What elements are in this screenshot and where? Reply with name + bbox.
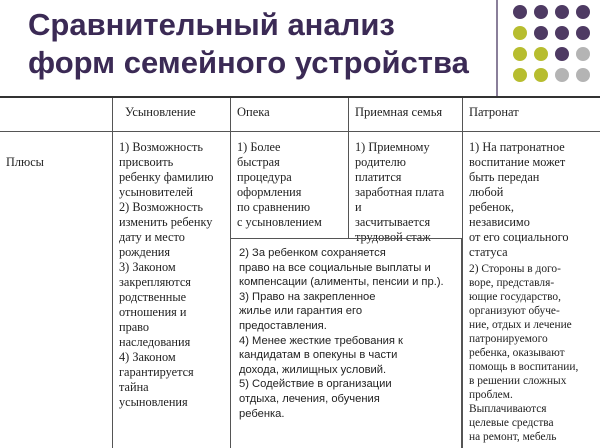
patronage-point-1: 1) На патронатное воспитание может быть передан любой ребенок, независимо от его социального статуса: [469, 140, 569, 259]
decor-dot: [513, 26, 527, 40]
decor-dot: [534, 5, 548, 19]
decor-dot: [555, 26, 569, 40]
header-cell-adoption: [112, 98, 230, 132]
cell-adoption-pluses: 1) Возможность присвоить ребенку фамилию усыновителей 2) Возможность изменить ребенку дату и место рождения 3) Законом закрепляются родственные отношения и право наследования 4) Законом гарантируется тайна усыновления: [112, 132, 230, 448]
row-label-text: Плюсы: [6, 155, 44, 169]
header-guardianship-label: Опека: [237, 105, 270, 119]
decor-dot: [576, 5, 590, 19]
header-patronage-label: Патронат: [469, 105, 519, 119]
title-line-2: форм семейного устройства: [28, 45, 469, 80]
decor-dot: [555, 5, 569, 19]
cell-shared-guardianship-foster: 2) За ребенком сохраняется право на все социальные выплаты и компенсации (алименты, пенсии и пр.). 3) Право на закрепленное жилье или гарантия его предоставления. 4) Менее жесткие требования к кандидатам в опекуны в части дохода, жилищных условий. 5) Содействие в организации отдыха, лечения, обучения ребенка.: [230, 238, 462, 448]
header-adoption-label: Усыновление: [125, 105, 196, 119]
patronage-point-2: 2) Стороны в дого- воре, представля- ющие государство, организуют обуче- ние, отдых и лечение патронируемого ребенка, оказывают помощь в воспитании, в решении сложных проблем. Выплачиваются целевые средства на ремонт, мебель: [469, 263, 579, 443]
header-cell-empty: [0, 98, 112, 132]
decor-dot: [555, 68, 569, 82]
header-foster-family-label: Приемная семья: [355, 105, 443, 119]
decor-dot: [576, 47, 590, 61]
decor-dot: [513, 68, 527, 82]
decor-dot: [555, 47, 569, 61]
decor-dot: [513, 47, 527, 61]
slide-title: [28, 6, 508, 82]
row-label-pluses: [0, 132, 112, 448]
cell-foster-family-pluses: 1) Приемному родителю платится заработная плата и засчитывается трудовой стаж: [348, 132, 462, 238]
decor-dot: [576, 26, 590, 40]
header-cell-guardianship: [230, 98, 348, 132]
title-line-1: Сравнительный анализ: [28, 7, 395, 42]
header-cell-patronage: [462, 98, 600, 132]
header-cell-foster-family: [348, 98, 462, 132]
decor-dot: [534, 47, 548, 61]
cell-guardianship-pluses: 1) Более быстрая процедура оформления по сравнению с усыновлением: [230, 132, 348, 238]
decor-dot: [513, 5, 527, 19]
decor-vertical-line: [496, 0, 498, 96]
decor-dot: [534, 26, 548, 40]
decor-dot: [576, 68, 590, 82]
cell-patronage-pluses: [462, 132, 600, 448]
decor-dot-grid: [512, 4, 598, 90]
decor-dot: [534, 68, 548, 82]
